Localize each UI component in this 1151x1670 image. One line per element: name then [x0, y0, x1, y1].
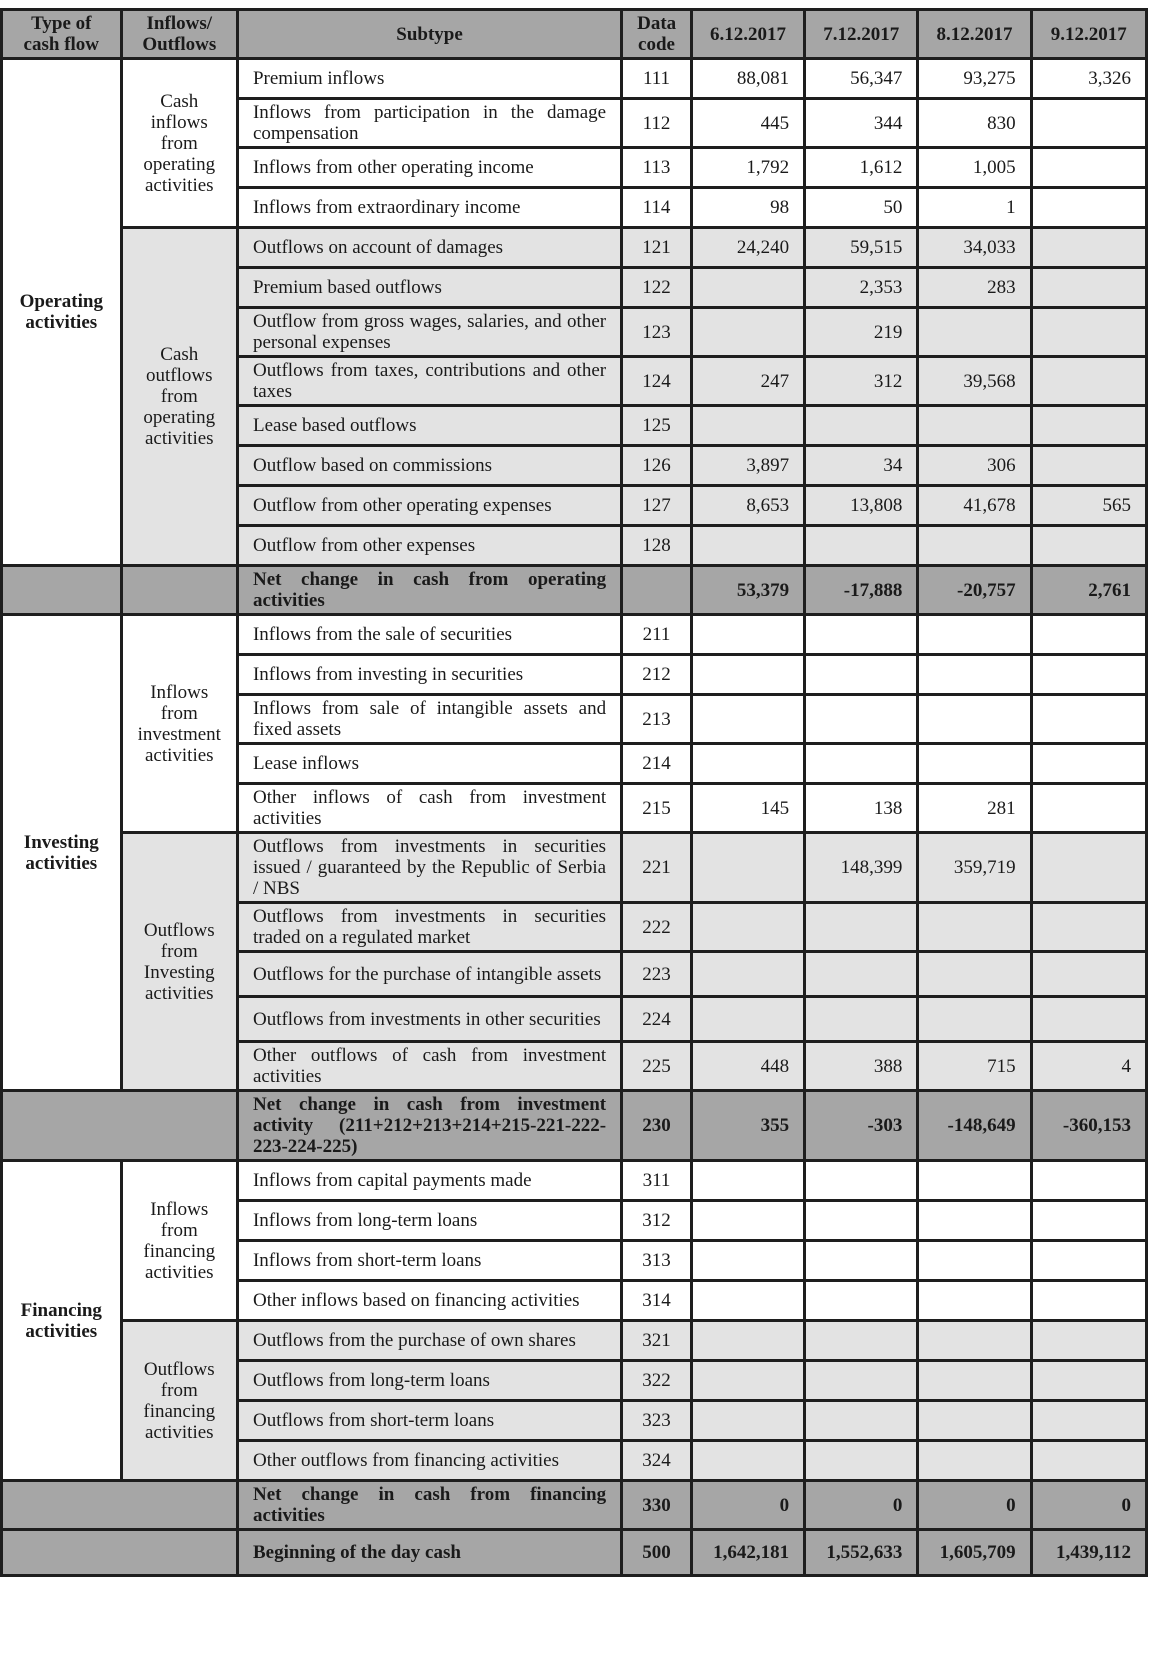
row-subtype: Other inflows of cash from investment activities: [237, 784, 621, 833]
row-value: [691, 903, 804, 952]
table-row: [2, 833, 1147, 903]
row-value: -360,153: [1031, 1091, 1146, 1161]
row-subtype: Inflows from sale of intangible assets and fixed assets: [237, 695, 621, 744]
empty-cell: [2, 566, 122, 615]
row-value: [805, 1361, 918, 1401]
row-value: 4: [1031, 1042, 1146, 1091]
row-value: 283: [918, 268, 1031, 308]
row-value: [1031, 784, 1146, 833]
row-value: [1031, 1161, 1146, 1201]
row-value: [691, 1281, 804, 1321]
row-code: 214: [622, 744, 692, 784]
row-value: [1031, 1241, 1146, 1281]
group-operating-inflows: Cash inflows from operating activities: [121, 59, 237, 228]
row-code: 127: [622, 486, 692, 526]
row-subtype: Inflows from extraordinary income: [237, 188, 621, 228]
row-code: 112: [622, 99, 692, 148]
header-date-1: 6.12.2017: [691, 10, 804, 59]
row-value: -17,888: [805, 566, 918, 615]
net-change-row: [2, 566, 1147, 615]
row-value: 306: [918, 446, 1031, 486]
row-value: [1031, 446, 1146, 486]
row-subtype: Lease based outflows: [237, 406, 621, 446]
row-value: 145: [691, 784, 804, 833]
row-value: 1,439,112: [1031, 1530, 1146, 1576]
row-subtype: Outflow from other operating expenses: [237, 486, 621, 526]
row-value: 53,379: [691, 566, 804, 615]
row-code: 500: [622, 1530, 692, 1576]
row-value: [918, 1321, 1031, 1361]
row-value: 0: [691, 1481, 804, 1530]
row-value: [918, 903, 1031, 952]
row-value: [1031, 228, 1146, 268]
row-value: 359,719: [918, 833, 1031, 903]
group-investing-outflows: Outflows from Investing activities: [121, 833, 237, 1091]
row-value: [1031, 655, 1146, 695]
row-value: [691, 268, 804, 308]
row-value: [805, 1441, 918, 1481]
row-value: 388: [805, 1042, 918, 1091]
row-value: [805, 406, 918, 446]
row-value: [1031, 268, 1146, 308]
row-value: [918, 695, 1031, 744]
row-value: 98: [691, 188, 804, 228]
row-value: 219: [805, 308, 918, 357]
row-value: [1031, 695, 1146, 744]
row-code: 128: [622, 526, 692, 566]
row-subtype: Premium inflows: [237, 59, 621, 99]
row-value: 59,515: [805, 228, 918, 268]
row-value: [918, 526, 1031, 566]
row-value: [1031, 1321, 1146, 1361]
row-code: 222: [622, 903, 692, 952]
row-value: 281: [918, 784, 1031, 833]
header-flow: Inflows/ Outflows: [121, 10, 237, 59]
row-subtype: Inflows from investing in securities: [237, 655, 621, 695]
row-value: 56,347: [805, 59, 918, 99]
row-value: [918, 1401, 1031, 1441]
row-code: 230: [622, 1091, 692, 1161]
row-code: 224: [622, 997, 692, 1042]
row-value: [1031, 833, 1146, 903]
row-code: 322: [622, 1361, 692, 1401]
row-code: 213: [622, 695, 692, 744]
row-value: [805, 903, 918, 952]
row-value: [805, 952, 918, 997]
row-value: [805, 744, 918, 784]
row-value: [691, 526, 804, 566]
row-value: [691, 744, 804, 784]
row-value: 39,568: [918, 357, 1031, 406]
row-value: [1031, 406, 1146, 446]
row-value: 1,005: [918, 148, 1031, 188]
row-value: [691, 308, 804, 357]
row-value: 1,642,181: [691, 1530, 804, 1576]
header-row: [2, 10, 1147, 59]
row-value: [691, 695, 804, 744]
row-value: 830: [918, 99, 1031, 148]
row-subtype: Inflows from the sale of securities: [237, 615, 621, 655]
row-value: 13,808: [805, 486, 918, 526]
net-change-row: [2, 1091, 1147, 1161]
row-value: 3,326: [1031, 59, 1146, 99]
row-subtype: Outflows from the purchase of own shares: [237, 1321, 621, 1361]
row-value: [918, 997, 1031, 1042]
empty-cell: [121, 566, 237, 615]
row-value: 138: [805, 784, 918, 833]
row-value: [805, 655, 918, 695]
row-value: [691, 1441, 804, 1481]
row-value: [1031, 952, 1146, 997]
row-value: 8,653: [691, 486, 804, 526]
row-value: [918, 1241, 1031, 1281]
row-value: [805, 997, 918, 1042]
row-value: [918, 615, 1031, 655]
header-code: Data code: [622, 10, 692, 59]
row-value: [1031, 615, 1146, 655]
row-value: [1031, 997, 1146, 1042]
row-code: 221: [622, 833, 692, 903]
row-value: 1,605,709: [918, 1530, 1031, 1576]
row-value: [805, 1161, 918, 1201]
row-subtype: Inflows from short-term loans: [237, 1241, 621, 1281]
row-value: [805, 1281, 918, 1321]
header-subtype: Subtype: [237, 10, 621, 59]
row-value: [1031, 1401, 1146, 1441]
row-value: [1031, 1441, 1146, 1481]
row-value: 93,275: [918, 59, 1031, 99]
row-subtype: Outflows from taxes, contributions and other taxes: [237, 357, 621, 406]
net-change-row: [2, 1481, 1147, 1530]
row-value: 34: [805, 446, 918, 486]
row-value: [1031, 148, 1146, 188]
row-value: 2,353: [805, 268, 918, 308]
row-value: [918, 406, 1031, 446]
header-date-4: 9.12.2017: [1031, 10, 1146, 59]
row-subtype: Outflows from investments in securities traded on a regulated market: [237, 903, 621, 952]
group-financing-inflows: Inflows from financing activities: [121, 1161, 237, 1321]
row-value: [1031, 1281, 1146, 1321]
row-value: -20,757: [918, 566, 1031, 615]
row-value: 565: [1031, 486, 1146, 526]
empty-cell: [2, 1530, 238, 1576]
row-code: 126: [622, 446, 692, 486]
row-value: 3,897: [691, 446, 804, 486]
row-code: 111: [622, 59, 692, 99]
row-subtype: Net change in cash from investment activity (211+212+213+214+215-221-222-223-224-225): [237, 1091, 621, 1161]
row-value: 1: [918, 188, 1031, 228]
row-value: [691, 1241, 804, 1281]
section-financing: Financing activities: [2, 1161, 122, 1481]
row-subtype: Net change in cash from operating activities: [237, 566, 621, 615]
row-code: 321: [622, 1321, 692, 1361]
row-subtype: Other inflows based on financing activities: [237, 1281, 621, 1321]
row-value: 41,678: [918, 486, 1031, 526]
row-value: [691, 655, 804, 695]
row-code: 212: [622, 655, 692, 695]
empty-cell: [2, 1091, 238, 1161]
row-value: [918, 1441, 1031, 1481]
row-value: 1,552,633: [805, 1530, 918, 1576]
row-value: [1031, 744, 1146, 784]
row-code: 215: [622, 784, 692, 833]
row-subtype: Outflows on account of damages: [237, 228, 621, 268]
row-value: [1031, 526, 1146, 566]
row-subtype: Inflows from long-term loans: [237, 1201, 621, 1241]
row-code: 124: [622, 357, 692, 406]
row-value: [805, 1401, 918, 1441]
row-value: 0: [1031, 1481, 1146, 1530]
section-investing: Investing activities: [2, 615, 122, 1091]
row-value: 24,240: [691, 228, 804, 268]
row-subtype: Outflows from long-term loans: [237, 1361, 621, 1401]
row-subtype: Inflows from capital payments made: [237, 1161, 621, 1201]
row-value: [805, 1201, 918, 1241]
row-code: 223: [622, 952, 692, 997]
row-value: [691, 1401, 804, 1441]
table-row: [2, 615, 1147, 655]
row-value: [691, 997, 804, 1042]
row-value: 312: [805, 357, 918, 406]
beginning-cash-row: [2, 1530, 1147, 1576]
row-value: [1031, 188, 1146, 228]
header-date-2: 7.12.2017: [805, 10, 918, 59]
row-value: [918, 308, 1031, 357]
group-operating-outflows: Cash outflows from operating activities: [121, 228, 237, 566]
row-code: 211: [622, 615, 692, 655]
row-value: 148,399: [805, 833, 918, 903]
row-value: [691, 406, 804, 446]
header-date-3: 8.12.2017: [918, 10, 1031, 59]
row-value: [691, 615, 804, 655]
empty-cell: [2, 1481, 238, 1530]
row-subtype: Outflow from other expenses: [237, 526, 621, 566]
row-subtype: Lease inflows: [237, 744, 621, 784]
row-subtype: Inflows from other operating income: [237, 148, 621, 188]
row-value: [691, 1161, 804, 1201]
row-value: [1031, 308, 1146, 357]
row-code: 323: [622, 1401, 692, 1441]
row-subtype: Beginning of the day cash: [237, 1530, 621, 1576]
row-code: [622, 566, 692, 615]
row-value: [805, 615, 918, 655]
row-subtype: Outflows from investments in other securities: [237, 997, 621, 1042]
header-type: Type of cash flow: [2, 10, 122, 59]
cash-flow-table: [0, 8, 1148, 1577]
row-value: 1,792: [691, 148, 804, 188]
row-subtype: Inflows from participation in the damage compensation: [237, 99, 621, 148]
row-value: [805, 1241, 918, 1281]
row-value: 34,033: [918, 228, 1031, 268]
row-subtype: Outflows from investments in securities issued / guaranteed by the Republic of Serbia / NBS: [237, 833, 621, 903]
row-value: [691, 1321, 804, 1361]
row-code: 312: [622, 1201, 692, 1241]
row-code: 122: [622, 268, 692, 308]
row-value: [1031, 903, 1146, 952]
row-value: [918, 952, 1031, 997]
row-code: 225: [622, 1042, 692, 1091]
table-row: [2, 59, 1147, 99]
row-value: [918, 1161, 1031, 1201]
row-subtype: Outflow from gross wages, salaries, and other personal expenses: [237, 308, 621, 357]
row-value: [918, 1281, 1031, 1321]
row-value: 0: [805, 1481, 918, 1530]
row-value: [691, 952, 804, 997]
row-value: -148,649: [918, 1091, 1031, 1161]
row-value: [691, 833, 804, 903]
row-value: [805, 1321, 918, 1361]
row-value: 715: [918, 1042, 1031, 1091]
row-subtype: Other outflows from financing activities: [237, 1441, 621, 1481]
row-value: 448: [691, 1042, 804, 1091]
row-value: -303: [805, 1091, 918, 1161]
table-row: [2, 228, 1147, 268]
section-operating: Operating activities: [2, 59, 122, 566]
row-value: [691, 1361, 804, 1401]
row-subtype: Net change in cash from financing activities: [237, 1481, 621, 1530]
row-value: [918, 1201, 1031, 1241]
row-value: 344: [805, 99, 918, 148]
group-financing-outflows: Outflows from financing activities: [121, 1321, 237, 1481]
row-code: 125: [622, 406, 692, 446]
row-value: [1031, 357, 1146, 406]
row-value: [805, 695, 918, 744]
row-value: 1,612: [805, 148, 918, 188]
row-value: [691, 1201, 804, 1241]
row-value: 2,761: [1031, 566, 1146, 615]
row-value: [1031, 99, 1146, 148]
row-value: [1031, 1361, 1146, 1401]
row-code: 314: [622, 1281, 692, 1321]
row-value: [805, 526, 918, 566]
row-code: 114: [622, 188, 692, 228]
row-code: 121: [622, 228, 692, 268]
group-investing-inflows: Inflows from investment activities: [121, 615, 237, 833]
table-row: [2, 1161, 1147, 1201]
row-subtype: Outflow based on commissions: [237, 446, 621, 486]
row-code: 330: [622, 1481, 692, 1530]
row-subtype: Premium based outflows: [237, 268, 621, 308]
table-row: [2, 1321, 1147, 1361]
row-code: 313: [622, 1241, 692, 1281]
row-code: 123: [622, 308, 692, 357]
row-value: [918, 655, 1031, 695]
row-subtype: Outflows from short-term loans: [237, 1401, 621, 1441]
row-value: 50: [805, 188, 918, 228]
row-value: [1031, 1201, 1146, 1241]
row-value: 355: [691, 1091, 804, 1161]
row-value: [918, 1361, 1031, 1401]
row-code: 324: [622, 1441, 692, 1481]
row-value: 247: [691, 357, 804, 406]
row-value: 88,081: [691, 59, 804, 99]
row-code: 311: [622, 1161, 692, 1201]
row-subtype: Outflows for the purchase of intangible assets: [237, 952, 621, 997]
row-value: 445: [691, 99, 804, 148]
row-value: 0: [918, 1481, 1031, 1530]
row-value: [918, 744, 1031, 784]
row-subtype: Other outflows of cash from investment activities: [237, 1042, 621, 1091]
row-code: 113: [622, 148, 692, 188]
